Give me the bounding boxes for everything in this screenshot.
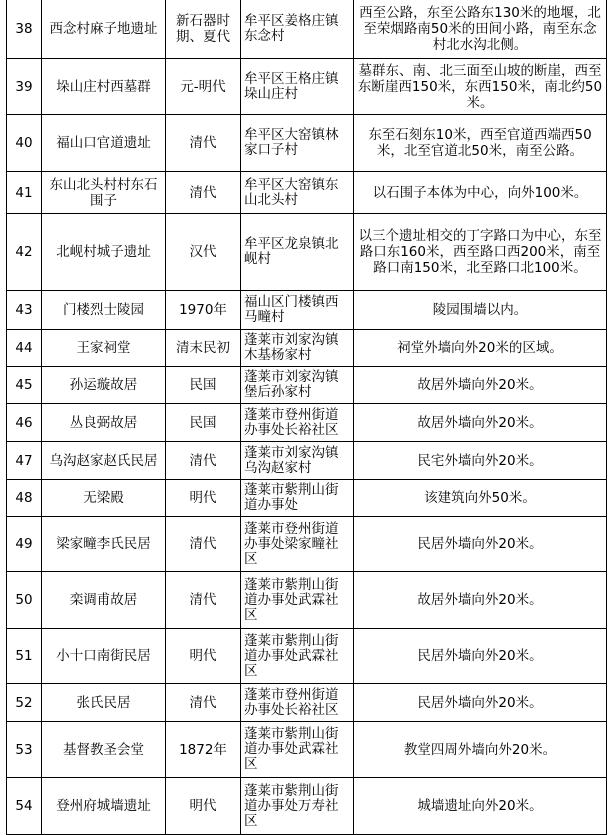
table-row — [7, 367, 607, 404]
protection-scope: 故居外墙向外20米。 — [354, 572, 607, 629]
table-row — [7, 684, 607, 722]
site-location: 蓬莱市登州街道办事处长裕社区 — [241, 404, 354, 442]
site-name: 垛山庄村西墓群 — [42, 59, 166, 115]
site-era: 明代 — [166, 480, 241, 517]
site-era: 清代 — [166, 442, 241, 480]
site-location: 蓬莱市刘家沟镇木基杨家村 — [241, 330, 354, 367]
site-location: 蓬莱市登州街道办事处梁家疃社区 — [241, 517, 354, 572]
protection-scope: 陵园围墙以内。 — [354, 291, 607, 330]
table-row — [7, 115, 607, 172]
table-row — [7, 480, 607, 517]
site-name: 登州府城墙遗址 — [42, 778, 166, 835]
table-row — [7, 572, 607, 629]
heritage-site-table — [6, 0, 607, 835]
row-number: 40 — [7, 115, 42, 172]
row-number: 52 — [7, 684, 42, 722]
site-name: 王家祠堂 — [42, 330, 166, 367]
site-era: 新石器时期、夏代 — [166, 0, 241, 59]
row-number: 54 — [7, 778, 42, 835]
site-name: 西念村麻子地遗址 — [42, 0, 166, 59]
site-era: 清末民初 — [166, 330, 241, 367]
site-era: 民国 — [166, 404, 241, 442]
table-row — [7, 330, 607, 367]
site-name: 张氏民居 — [42, 684, 166, 722]
site-era: 清代 — [166, 115, 241, 172]
site-era: 清代 — [166, 572, 241, 629]
protection-scope: 教堂四周外墙向外20米。 — [354, 722, 607, 778]
row-number: 51 — [7, 629, 42, 684]
site-location: 牟平区王格庄镇垛山庄村 — [241, 59, 354, 115]
site-location: 牟平区大窑镇东山北头村 — [241, 172, 354, 214]
row-number: 39 — [7, 59, 42, 115]
protection-scope: 祠堂外墙向外20米的区域。 — [354, 330, 607, 367]
site-name: 乌沟赵家赵氏民居 — [42, 442, 166, 480]
protection-scope: 民宅外墙向外20米。 — [354, 442, 607, 480]
table-row — [7, 722, 607, 778]
table-row — [7, 629, 607, 684]
row-number: 50 — [7, 572, 42, 629]
row-number: 49 — [7, 517, 42, 572]
protection-scope: 故居外墙向外20米。 — [354, 367, 607, 404]
site-name: 孙运璇故居 — [42, 367, 166, 404]
site-era: 1872年 — [166, 722, 241, 778]
site-name: 福山口官道遗址 — [42, 115, 166, 172]
row-number: 38 — [7, 0, 42, 59]
row-number: 47 — [7, 442, 42, 480]
protection-scope: 以石围子本体为中心，向外100米。 — [354, 172, 607, 214]
protection-scope: 民居外墙向外20米。 — [354, 629, 607, 684]
row-number: 46 — [7, 404, 42, 442]
protection-scope: 该建筑向外50米。 — [354, 480, 607, 517]
site-name: 门楼烈士陵园 — [42, 291, 166, 330]
table-row — [7, 517, 607, 572]
site-era: 元-明代 — [166, 59, 241, 115]
site-era: 汉代 — [166, 214, 241, 291]
site-name: 栾调甫故居 — [42, 572, 166, 629]
site-era: 清代 — [166, 172, 241, 214]
table-row — [7, 442, 607, 480]
protection-scope: 故居外墙向外20米。 — [354, 404, 607, 442]
site-era: 民国 — [166, 367, 241, 404]
site-name: 小十口南街民居 — [42, 629, 166, 684]
table-row — [7, 404, 607, 442]
protection-scope: 城墙遗址向外20米。 — [354, 778, 607, 835]
site-era: 明代 — [166, 629, 241, 684]
site-location: 蓬莱市紫荆山街道办事处武霖社区 — [241, 722, 354, 778]
site-location: 蓬莱市紫荆山街道办事处武霖社区 — [241, 572, 354, 629]
site-location: 蓬莱市紫荆山街道办事处 — [241, 480, 354, 517]
site-name: 无梁殿 — [42, 480, 166, 517]
site-location: 蓬莱市刘家沟镇堡后孙家村 — [241, 367, 354, 404]
site-era: 清代 — [166, 517, 241, 572]
site-location: 蓬莱市紫荆山街道办事处武霖社区 — [241, 629, 354, 684]
row-number: 43 — [7, 291, 42, 330]
table-row — [7, 0, 607, 59]
protection-scope: 东至石刻东10米，西至官道西端西50米，北至官道北50米，南至公路。 — [354, 115, 607, 172]
protection-scope: 西至公路，东至公路东130米的地堰，北至荣烟路南50米的田间小路，南至东念村北水沟北侧。 — [354, 0, 607, 59]
row-number: 48 — [7, 480, 42, 517]
row-number: 44 — [7, 330, 42, 367]
site-name: 东山北头村村东石围子 — [42, 172, 166, 214]
protection-scope: 民居外墙向外20米。 — [354, 517, 607, 572]
table-row — [7, 291, 607, 330]
protection-scope: 民居外墙向外20米。 — [354, 684, 607, 722]
site-era: 明代 — [166, 778, 241, 835]
table-row — [7, 214, 607, 291]
table-row — [7, 172, 607, 214]
site-name: 梁家疃李氏民居 — [42, 517, 166, 572]
site-location: 牟平区大窑镇林家口子村 — [241, 115, 354, 172]
row-number: 45 — [7, 367, 42, 404]
site-era: 清代 — [166, 684, 241, 722]
site-name: 基督教圣会堂 — [42, 722, 166, 778]
site-location: 蓬莱市刘家沟镇乌沟赵家村 — [241, 442, 354, 480]
site-location: 蓬莱市紫荆山街道办事处万寿社区 — [241, 778, 354, 835]
table-row — [7, 59, 607, 115]
site-location: 蓬莱市登州街道办事处长裕社区 — [241, 684, 354, 722]
protection-scope: 墓群东、南、北三面至山坡的断崖，西至东断崖西150米，东西150米，南北约50米。 — [354, 59, 607, 115]
protection-scope: 以三个遗址相交的丁字路口为中心，东至路口东160米，西至路口西200米，南至路口南150米，北至路口北100米。 — [354, 214, 607, 291]
site-location: 牟平区龙泉镇北岘村 — [241, 214, 354, 291]
site-name: 丛良弼故居 — [42, 404, 166, 442]
site-location: 牟平区姜格庄镇东念村 — [241, 0, 354, 59]
site-name: 北岘村城子遗址 — [42, 214, 166, 291]
row-number: 41 — [7, 172, 42, 214]
site-location: 福山区门楼镇西马疃村 — [241, 291, 354, 330]
row-number: 53 — [7, 722, 42, 778]
site-era: 1970年 — [166, 291, 241, 330]
row-number: 42 — [7, 214, 42, 291]
